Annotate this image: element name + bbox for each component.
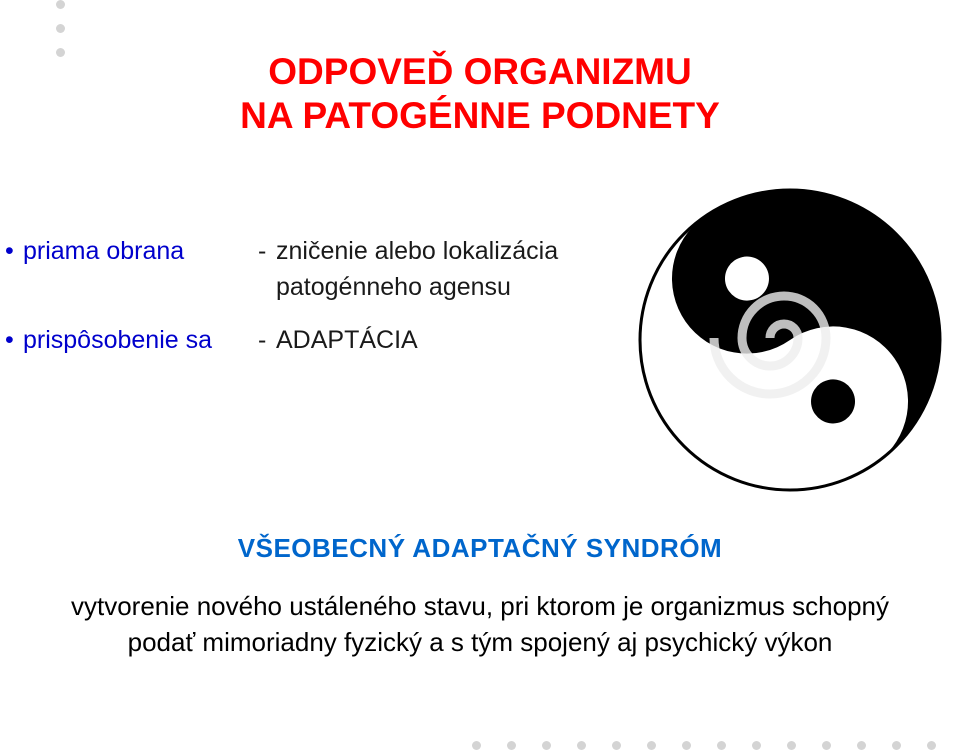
decor-dot <box>472 741 481 750</box>
decor-dot <box>822 741 831 750</box>
bullet: • <box>5 326 14 354</box>
decor-dot <box>787 741 796 750</box>
decor-dot <box>857 741 866 750</box>
description-line-2: podať mimoriadny fyzický a s tým spojený aj psychický výkon <box>127 627 833 657</box>
item-text-line-2: patogénneho agensu <box>276 273 511 301</box>
title-line-1: ODPOVEĎ ORGANIZMU <box>268 51 692 92</box>
item-label: prispôsobenie sa <box>23 326 213 354</box>
decor-dot <box>892 741 901 750</box>
item-text-line-1: zničenie alebo lokalizácia <box>276 237 559 265</box>
decor-dot <box>752 741 761 750</box>
decor-dot <box>56 0 65 9</box>
decor-dot <box>682 741 691 750</box>
item-dash: - <box>258 326 267 354</box>
item-label: priama obrana <box>23 237 185 265</box>
decor-dot <box>647 741 656 750</box>
section-subtitle: VŠEOBECNÝ ADAPTAČNÝ SYNDRÓM <box>237 533 723 563</box>
decor-dot <box>56 24 65 33</box>
decor-dot <box>577 741 586 750</box>
decor-dot <box>717 741 726 750</box>
decor-dot <box>542 741 551 750</box>
yin-yang-icon <box>630 188 950 493</box>
page-title <box>0 50 960 138</box>
decor-dot <box>507 741 516 750</box>
item-dash: - <box>258 237 267 265</box>
item-text-line-1: ADAPTÁCIA <box>276 326 418 354</box>
description-line-1: vytvorenie nového ustáleného stavu, pri ktorom je organizmus schopný <box>71 591 889 621</box>
title-line-2: NA PATOGÉNNE PODNETY <box>240 95 720 136</box>
decor-dot <box>927 741 936 750</box>
description <box>0 588 960 660</box>
decor-dot <box>612 741 621 750</box>
bullet: • <box>5 237 14 265</box>
